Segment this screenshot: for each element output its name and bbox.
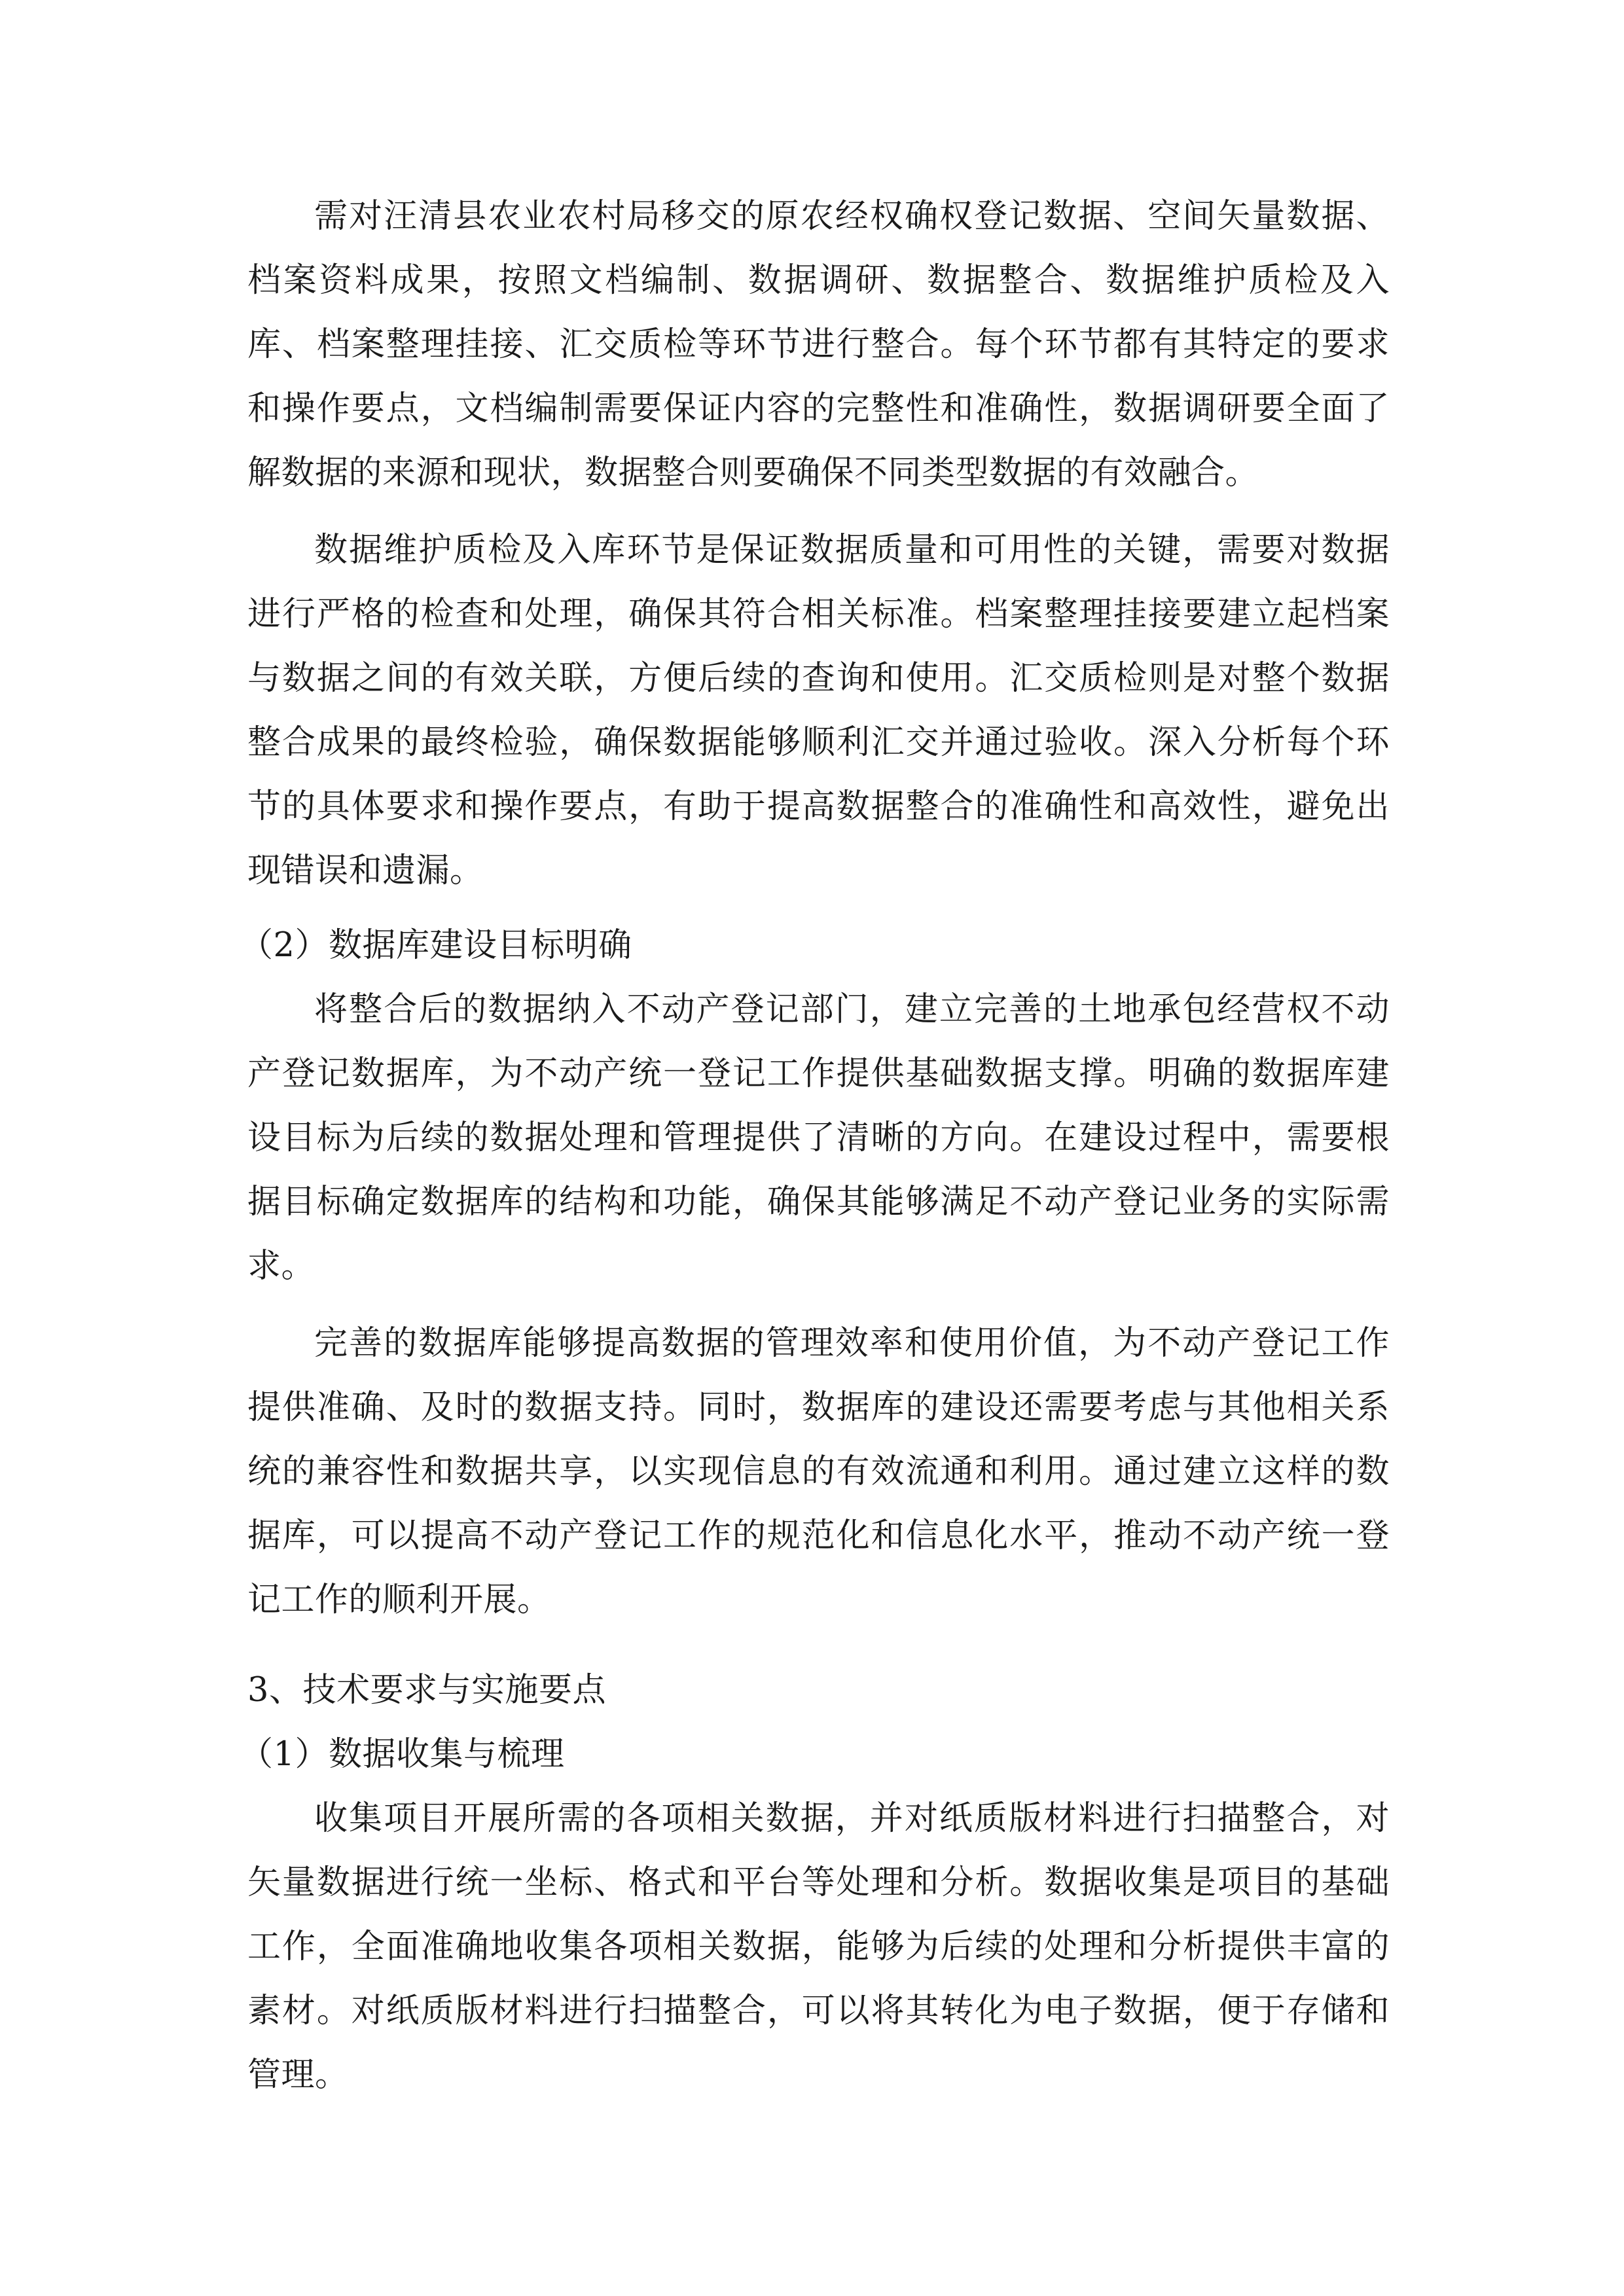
paragraph-database-goal: 将整合后的数据纳入不动产登记部门，建立完善的土地承包经营权不动产登记数据库，为不动产统一登记工作提供基础数据支撑。明确的数据库建设目标为后续的数据处理和管理提供了清晰的方向。在建设过程中，需要根据目标确定数据库的结构和功能，确保其能够满足不动产登记业务的实际需求。 [247,990,1390,1285]
spacer [247,903,1390,914]
heading-data-collection: （1）数据收集与梳理 [240,1735,565,1774]
heading-technical-requirements: 3、技术要求与实施要点 [247,1671,606,1710]
paragraph-data-integration: 需对汪清县农业农村局移交的原农经权确权登记数据、空间矢量数据、档案资料成果，按照文档编制、数据调研、数据整合、数据维护质检及入库、档案整理挂接、汇交质检等环节进行整合。每个环节都有其特定的要求和操作要点，文档编制需要保证内容的完整性和准确性，数据调研要全面了解数据的来源和现状，数据整合则要确保不同类型数据的有效融合。 [247,197,1390,492]
paragraph-quality-check: 数据维护质检及入库环节是保证数据质量和可用性的关键，需要对数据进行严格的检查和处理，确保其符合相关标准。档案整理挂接要建立起档案与数据之间的有效关联，方便后续的查询和使用。汇交质检则是对整个数据整合成果的最终检验，确保数据能够顺利汇交并通过验收。深入分析每个环节的具体要求和操作要点，有助于提高数据整合的准确性和高效性，避免出现错误和遗漏。 [247,531,1390,890]
spacer [247,1632,1390,1659]
heading-database-goal: （2）数据库建设目标明确 [240,926,632,965]
paragraph-database-value: 完善的数据库能够提高数据的管理效率和使用价值，为不动产登记工作提供准确、及时的数据支持。同时，数据库的建设还需要考虑与其他相关系统的兼容性和数据共享，以实现信息的有效流通和利用。通过建立这样的数据库，可以提高不动产登记工作的规范化和信息化水平，推动不动产统一登记工作的顺利开展。 [247,1324,1390,1619]
paragraph-data-collection: 收集项目开展所需的各项相关数据，并对纸质版材料进行扫描整合，对矢量数据进行统一坐标、格式和平台等处理和分析。数据收集是项目的基础工作，全面准确地收集各项相关数据，能够为后续的处理和分析提供丰富的素材。对纸质版材料进行扫描整合，可以将其转化为电子数据，便于存储和管理。 [247,1799,1390,2094]
document-page [240,185,1390,2108]
